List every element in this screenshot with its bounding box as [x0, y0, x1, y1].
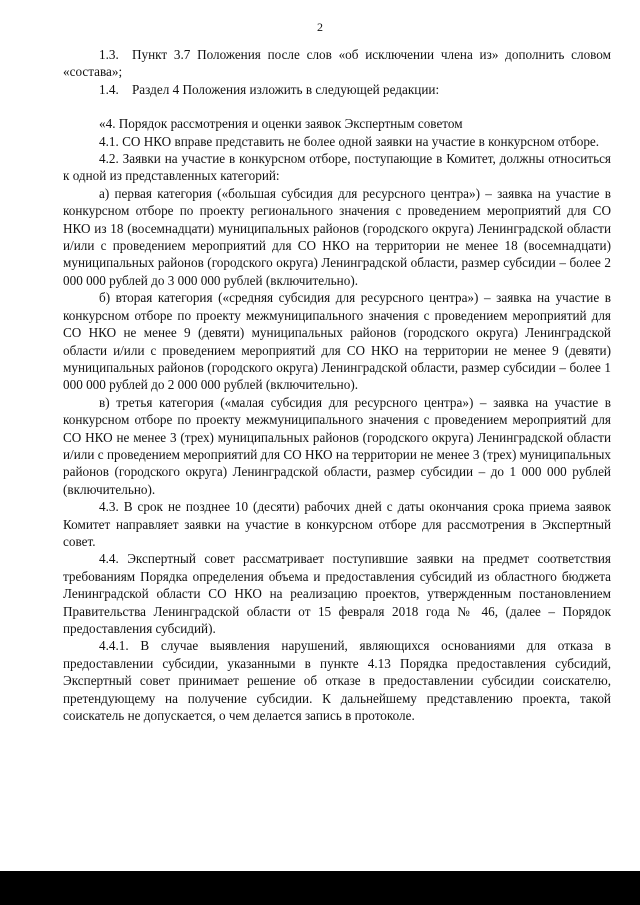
category-c: в) третья категория («малая субсидия для ресурсного центра») – заявка на участие в конкурсном отборе по проекту межмуниципального значения с проведением мероприятий для СО НКО не менее 3 (трех) муниципальных районов (городского округа) Ленинградской области и/или с проведением мероприятий для СО НКО на территории не менее 3 (трех) муниципальных районов (городского округа) Ленинградской области, размер субсидии – до 1 000 000 рублей (включительно). [63, 394, 611, 497]
section-4-heading: «4. Порядок рассмотрения и оценки заявок Экспертным советом [99, 116, 463, 132]
category-a: а) первая категория («большая субсидия для ресурсного центра») – заявка на участие в конкурсном отборе по проекту регионального значения с проведением мероприятий для СО НКО из 18 (восемнадцати) муниципальных районов (городского округа) Ленинградской области и/или с проведением мероприятий для СО НКО на территории не менее 18 (восемнадцати) муниципальных районов (городского округа) Ленинградской области, размер субсидии – более 2 000 000 рублей до 3 000 000 рублей (включительно). [63, 185, 611, 288]
document-body [63, 46, 611, 724]
paragraph-4-4: 4.4. Экспертный совет рассматривает поступившие заявки на предмет соответствия требованиям Порядка определения объема и предоставления субсидий из областного бюджета Ленинградской области СО НКО на реализацию проектов, утвержденным постановлением Правительства Ленинградской области от 15 февраля 2018 года № 46, (далее – Порядок предоставления субсидий). [63, 551, 611, 636]
paragraph-4-1: 4.1. СО НКО вправе представить не более одной заявки на участие в конкурсном отборе. [99, 133, 600, 149]
paragraph-4-3: 4.3. В срок не позднее 10 (десяти) рабочих дней с даты окончания срока приема заявок Комитет направляет заявки на участие в конкурсном отборе для рассмотрения в Экспертный совет. [63, 499, 611, 549]
category-b: б) вторая категория («средняя субсидия для ресурсного центра») – заявка на участие в конкурсном отборе по проекту межмуниципального значения с проведением мероприятий для СО НКО не менее 9 (девяти) муниципальных районов (городского округа) Ленинградской области и/или с проведением мероприятий для СО НКО на территории не менее 9 (девяти) муниципальных районов (городского округа) Ленинградской области, размер субсидии – более 1 000 000 рублей до 2 000 000 рублей (включительно). [63, 290, 611, 393]
paragraph-4-4-1: 4.4.1. В случае выявления нарушений, являющихся основаниями для отказа в предоставлении субсидии, указанными в пункте 4.13 Порядка предоставления субсидий, Экспертный совет принимает решение об отказе в предоставлении субсидии соискателю, претендующему на получение субсидии. К дальнейшему представлению проекта, такой соискатель не допускается, о чем делается запись в протоколе. [63, 638, 611, 724]
paragraph-1-3: 1.3. Пункт 3.7 Положения после слов «об исключении члена из» дополнить словом «состава»; [63, 47, 611, 80]
scan-bottom-edge [0, 871, 640, 905]
paragraph-4-2: 4.2. Заявки на участие в конкурсном отборе, поступающие в Комитет, должны относиться к одной из представленных категорий: [63, 151, 611, 184]
paragraph-1-4: 1.4. Раздел 4 Положения изложить в следующей редакции: [99, 81, 440, 97]
page-number: 2 [317, 20, 323, 34]
